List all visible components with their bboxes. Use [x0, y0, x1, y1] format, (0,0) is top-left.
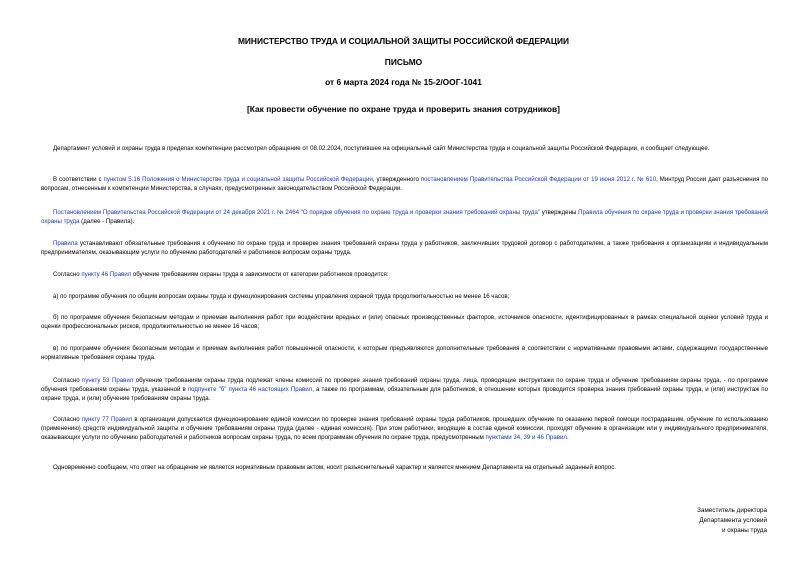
- paragraph-item-53: [41, 376, 768, 403]
- link-resolution-610[interactable]: постановлением Правительства Российской Федерации от 19 июня 2012 г. № 610: [420, 176, 657, 183]
- p2-text-1: В соответствии с: [53, 176, 104, 183]
- link-items-34-39-46[interactable]: пунктами 34, 39 и 46 Правил: [485, 434, 567, 441]
- p5-text-2: обучение требованиям охраны труда в зависимости от категории работников проводится:: [131, 271, 389, 278]
- link-item-53[interactable]: пункту 53 Правил: [82, 377, 134, 384]
- p4-text-1: устанавливают обязательные требования к обучению по охране труда и проверке знания требований охраны труда у работников, заключивших трудовой договор с работодателем, а также требования к организациям и индивидуальным предпринимателям, оказывающим услуги по обучению работодателей и работников вопросам охраны труда.: [41, 240, 768, 256]
- link-item-46[interactable]: пункту 46 Правил: [81, 271, 132, 278]
- signature-block: [697, 506, 767, 536]
- p2-text-3: , Минтруд России дает разъяснения по вопросам, отнесенным к компетенции Министерства, в случаях, предусмотренных законодательством Российской Федерации.: [41, 176, 769, 192]
- document-subject: [Как провести обучение по охране труда и проверить знания сотрудников]: [247, 104, 560, 114]
- link-subitem-b-item-46[interactable]: подпункте "б" пункта 46 настоящих Правил: [187, 386, 313, 393]
- link-resolution-2464[interactable]: Постановлением Правительства Российской Федерации от 24 декабря 2021 г. № 2464 "О порядке обучения по охране труда и проверки знания требований охраны труда": [53, 209, 541, 216]
- p9-text-1: Согласно: [53, 377, 83, 384]
- paragraph-disclaimer: Одновременно сообщаем, что ответ на обращение не является нормативным правовым актом, носит разъяснительный характер и является мнением Департамента на отдельный заданный вопрос.: [53, 464, 616, 471]
- paragraph-subitem-a: а) по программе обучения по общим вопросам охраны труда и функционирования системы управления охраной труда продолжительностью не менее 16 часов;: [53, 293, 510, 300]
- p5-text-1: Согласно: [53, 271, 82, 278]
- p10-text-3: .: [566, 434, 569, 441]
- paragraph-intro: Департамент условий и охраны труда в пределах компетенции рассмотрел обращение от 08.02.2024, поступившее на официальный сайт Министерства труда и социальной защиты Российской Федерации, и сообщает следующее.: [53, 145, 710, 152]
- p3-text-2: (далее - Правила).: [79, 218, 135, 225]
- link-regulation-ministry[interactable]: пунктом 5.16 Положения о Министерстве труда и социальной защиты Российской Федерации: [103, 176, 373, 183]
- paragraph-item-77: [41, 415, 768, 442]
- document-date-number: от 6 марта 2024 года № 15-2/ООГ-1041: [325, 77, 482, 87]
- paragraph-resolution-2464: [41, 208, 768, 226]
- p3-text-1: утверждены: [540, 209, 579, 216]
- paragraph-rules-requirements: [41, 239, 768, 257]
- signature-line-department: Департамента условий: [699, 517, 767, 524]
- paragraph-item-46: [41, 270, 768, 279]
- link-training-rules[interactable]: Правила обучения по охране труда и проверки знания требований охраны труда: [41, 209, 768, 225]
- paragraph-subitem-b: б) по программе обучения безопасным методам и приемам выполнения работ при воздействии вредных и (или) опасных производственных факторов, источников опасности, идентифицированных в рамках специальной оценки условий труда и оценки профессиональных рисков, продолжительностью не менее 16 часов;: [41, 314, 768, 330]
- signature-line-position: Заместитель директора: [697, 507, 767, 514]
- paragraph-subitem-v: в) по программе обучения безопасным методам и приемам выполнения работ повышенной опасности, к которым предъявляются дополнительные требования в соответствии с нормативными правовыми актами, содержащими государственные нормативные требования охраны труда.: [41, 345, 768, 361]
- ministry-title: МИНИСТЕРСТВО ТРУДА И СОЦИАЛЬНОЙ ЗАЩИТЫ РОССИЙСКОЙ ФЕДЕРАЦИИ: [237, 36, 570, 46]
- p9-text-2: обучение требованиям охраны труда подлежат члены комиссий по проверке знания требований охраны труда, лица, проводящие инструктажи по охране труда и обучение требованиям охраны труда, - по программе обучения требованиям охраны труда, указанной в: [41, 377, 768, 393]
- p2-text-2: , утвержденного: [372, 176, 421, 183]
- p10-text-2: в организации допускается функционирование единой комиссии по проверке знания требований охраны труда работников, прошедших обучение по оказанию первой помощи пострадавшим, обучение по использованию (применению) средств индивидуальной защиты и обучение требованиям охраны труда (далее - единая комиссия). При этом работники, входящие в состав единой комиссии, проходят обучение в организации или у индивидуального предпринимателя, оказывающих услуги по обучению работодателей и работников вопросам охраны труда, по всем программам обучения по охране труда, предусмотренным: [41, 416, 768, 441]
- p9-text-3: , а также по программам, обязательным для работников, в отношении которых проводится проверка знания требований охраны труда, и (или) инструктаж по охране труда, и (или) обучение требованиям охраны труда.: [41, 386, 768, 402]
- document-type: ПИСЬМО: [384, 57, 423, 67]
- p10-text-1: Согласно: [53, 416, 82, 423]
- link-item-77[interactable]: пункту 77 Правил: [81, 416, 133, 423]
- signature-line-department-end: и охраны труда: [721, 527, 767, 534]
- paragraph-competence: [41, 175, 768, 193]
- link-rules[interactable]: Правила: [53, 240, 78, 247]
